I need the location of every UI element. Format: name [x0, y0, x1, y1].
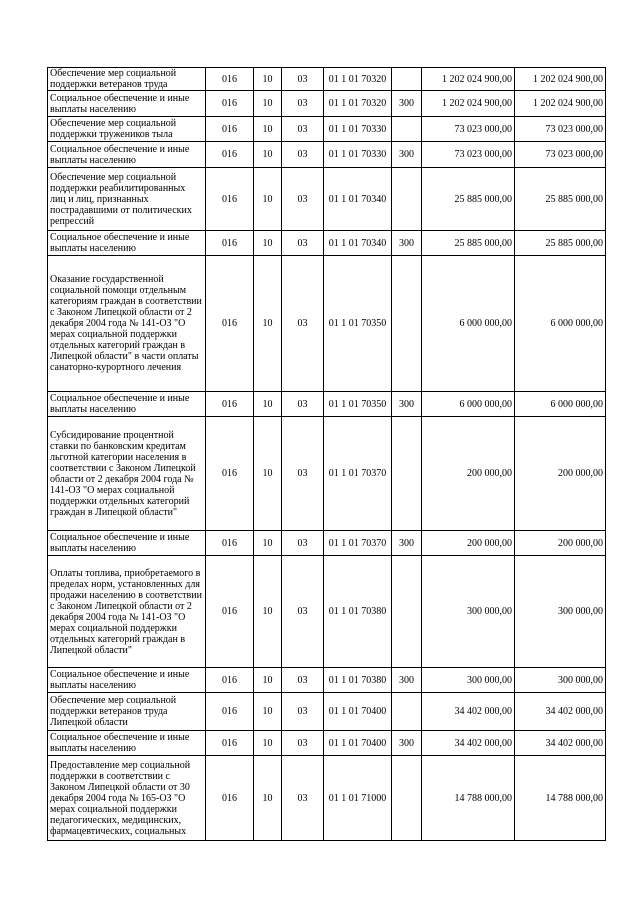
- cell-amount-1: 200 000,00: [422, 531, 515, 556]
- cell-expense-type: 300: [392, 231, 422, 256]
- table-row: [48, 731, 606, 756]
- cell-section: 10: [254, 556, 282, 668]
- cell-target: 01 1 01 70330: [324, 117, 392, 142]
- cell-name: Социальное обеспечение и иные выплаты населению: [48, 668, 206, 693]
- cell-target: 01 1 01 70370: [324, 417, 392, 531]
- cell-name: Социальное обеспечение и иные выплаты населению: [48, 231, 206, 256]
- table-body: [48, 68, 606, 841]
- cell-target: 01 1 01 70330: [324, 142, 392, 168]
- cell-subsection: 03: [282, 756, 324, 841]
- cell-ministry: 016: [206, 556, 254, 668]
- cell-expense-type: [392, 168, 422, 231]
- cell-amount-1: 73 023 000,00: [422, 142, 515, 168]
- cell-name: Обеспечение мер социальной поддержки ветеранов труда Липецкой области: [48, 693, 206, 731]
- cell-expense-type: [392, 756, 422, 841]
- table-row: [48, 68, 606, 91]
- cell-expense-type: 300: [392, 91, 422, 117]
- cell-amount-2: 25 885 000,00: [515, 231, 606, 256]
- cell-amount-2: 6 000 000,00: [515, 256, 606, 392]
- cell-amount-1: 73 023 000,00: [422, 117, 515, 142]
- cell-section: 10: [254, 531, 282, 556]
- cell-ministry: 016: [206, 68, 254, 91]
- cell-expense-type: 300: [392, 668, 422, 693]
- cell-ministry: 016: [206, 117, 254, 142]
- cell-amount-1: 25 885 000,00: [422, 168, 515, 231]
- table-row: [48, 231, 606, 256]
- cell-ministry: 016: [206, 392, 254, 417]
- cell-section: 10: [254, 392, 282, 417]
- cell-section: 10: [254, 693, 282, 731]
- cell-target: 01 1 01 70370: [324, 531, 392, 556]
- cell-target: 01 1 01 70350: [324, 392, 392, 417]
- cell-target: 01 1 01 70380: [324, 556, 392, 668]
- cell-amount-2: 200 000,00: [515, 531, 606, 556]
- cell-name: Субсидирование процентной ставки по банковским кредитам льготной категории населения в соответствии с Законом Липецкой области от 2 декабря 2004 года № 141-ОЗ "О мерах социальной поддержки отдельных категорий граждан в Липецкой области": [48, 417, 206, 531]
- table-row: [48, 91, 606, 117]
- cell-ministry: 016: [206, 756, 254, 841]
- cell-ministry: 016: [206, 231, 254, 256]
- cell-name: Социальное обеспечение и иные выплаты населению: [48, 142, 206, 168]
- cell-amount-2: 1 202 024 900,00: [515, 68, 606, 91]
- cell-target: 01 1 01 70320: [324, 91, 392, 117]
- cell-subsection: 03: [282, 231, 324, 256]
- table-row: [48, 168, 606, 231]
- cell-amount-2: 73 023 000,00: [515, 117, 606, 142]
- cell-ministry: 016: [206, 731, 254, 756]
- cell-section: 10: [254, 417, 282, 531]
- cell-target: 01 1 01 70400: [324, 693, 392, 731]
- cell-target: 01 1 01 70340: [324, 168, 392, 231]
- cell-amount-1: 14 788 000,00: [422, 756, 515, 841]
- cell-target: 01 1 01 70350: [324, 256, 392, 392]
- cell-section: 10: [254, 168, 282, 231]
- cell-subsection: 03: [282, 68, 324, 91]
- cell-amount-2: 300 000,00: [515, 668, 606, 693]
- cell-amount-2: 200 000,00: [515, 417, 606, 531]
- cell-subsection: 03: [282, 531, 324, 556]
- cell-subsection: 03: [282, 256, 324, 392]
- cell-target: 01 1 01 70340: [324, 231, 392, 256]
- table-row: [48, 117, 606, 142]
- cell-expense-type: [392, 68, 422, 91]
- cell-expense-type: [392, 556, 422, 668]
- cell-expense-type: 300: [392, 392, 422, 417]
- cell-amount-1: 6 000 000,00: [422, 392, 515, 417]
- cell-amount-2: 14 788 000,00: [515, 756, 606, 841]
- table-row: [48, 392, 606, 417]
- cell-section: 10: [254, 731, 282, 756]
- cell-subsection: 03: [282, 117, 324, 142]
- cell-section: 10: [254, 231, 282, 256]
- cell-amount-1: 1 202 024 900,00: [422, 91, 515, 117]
- cell-amount-2: 6 000 000,00: [515, 392, 606, 417]
- table-row: [48, 556, 606, 668]
- table-row: [48, 256, 606, 392]
- cell-ministry: 016: [206, 91, 254, 117]
- cell-name: Оплаты топлива, приобретаемого в пределах норм, установленных для продажи населению в соответствии с Законом Липецкой области от 2 декабря 2004 года № 141-ОЗ "О мерах социальной поддержки отдельных категорий граждан в Липецкой области": [48, 556, 206, 668]
- cell-section: 10: [254, 256, 282, 392]
- cell-amount-1: 34 402 000,00: [422, 731, 515, 756]
- cell-ministry: 016: [206, 693, 254, 731]
- cell-section: 10: [254, 756, 282, 841]
- cell-name: Социальное обеспечение и иные выплаты населению: [48, 392, 206, 417]
- cell-section: 10: [254, 142, 282, 168]
- cell-section: 10: [254, 117, 282, 142]
- cell-section: 10: [254, 668, 282, 693]
- cell-amount-2: 73 023 000,00: [515, 142, 606, 168]
- cell-expense-type: [392, 417, 422, 531]
- cell-name: Предоставление мер социальной поддержки в соответствии с Законом Липецкой области от 30 декабря 2004 года № 165-ОЗ "О мерах социальной поддержки педагогических, медицинских, фармацевтических, социальных: [48, 756, 206, 841]
- cell-subsection: 03: [282, 731, 324, 756]
- cell-subsection: 03: [282, 392, 324, 417]
- cell-amount-1: 300 000,00: [422, 556, 515, 668]
- cell-name: Социальное обеспечение и иные выплаты населению: [48, 91, 206, 117]
- cell-section: 10: [254, 91, 282, 117]
- cell-amount-2: 34 402 000,00: [515, 731, 606, 756]
- cell-target: 01 1 01 70400: [324, 731, 392, 756]
- cell-expense-type: [392, 693, 422, 731]
- cell-amount-1: 300 000,00: [422, 668, 515, 693]
- cell-name: Оказание государственной социальной помощи отдельным категориям граждан в соответствии с Законом Липецкой области от 2 декабря 2004 года № 141-ОЗ "О мерах социальной поддержки отдельных категорий граждан в Липецкой области" в части оплаты санаторно-курортного лечения: [48, 256, 206, 392]
- cell-amount-1: 200 000,00: [422, 417, 515, 531]
- cell-ministry: 016: [206, 256, 254, 392]
- cell-subsection: 03: [282, 668, 324, 693]
- cell-name: Социальное обеспечение и иные выплаты населению: [48, 731, 206, 756]
- budget-table: [47, 67, 606, 841]
- cell-ministry: 016: [206, 142, 254, 168]
- cell-subsection: 03: [282, 142, 324, 168]
- cell-ministry: 016: [206, 668, 254, 693]
- cell-amount-1: 25 885 000,00: [422, 231, 515, 256]
- cell-amount-1: 1 202 024 900,00: [422, 68, 515, 91]
- cell-ministry: 016: [206, 417, 254, 531]
- cell-expense-type: 300: [392, 531, 422, 556]
- table-row: [48, 668, 606, 693]
- cell-name: Обеспечение мер социальной поддержки тружеников тыла: [48, 117, 206, 142]
- cell-expense-type: 300: [392, 142, 422, 168]
- table-row: [48, 756, 606, 841]
- cell-target: 01 1 01 70320: [324, 68, 392, 91]
- table-row: [48, 417, 606, 531]
- cell-amount-1: 34 402 000,00: [422, 693, 515, 731]
- cell-subsection: 03: [282, 556, 324, 668]
- cell-subsection: 03: [282, 168, 324, 231]
- cell-name: Социальное обеспечение и иные выплаты населению: [48, 531, 206, 556]
- table-row: [48, 142, 606, 168]
- cell-expense-type: [392, 117, 422, 142]
- cell-amount-1: 6 000 000,00: [422, 256, 515, 392]
- cell-amount-2: 1 202 024 900,00: [515, 91, 606, 117]
- cell-amount-2: 300 000,00: [515, 556, 606, 668]
- table-row: [48, 693, 606, 731]
- cell-section: 10: [254, 68, 282, 91]
- cell-amount-2: 34 402 000,00: [515, 693, 606, 731]
- cell-subsection: 03: [282, 91, 324, 117]
- cell-target: 01 1 01 71000: [324, 756, 392, 841]
- cell-ministry: 016: [206, 531, 254, 556]
- cell-subsection: 03: [282, 417, 324, 531]
- table-row: [48, 531, 606, 556]
- cell-name: Обеспечение мер социальной поддержки реабилитированных лиц и лиц, признанных пострадавшими от политических репрессий: [48, 168, 206, 231]
- cell-expense-type: 300: [392, 731, 422, 756]
- cell-ministry: 016: [206, 168, 254, 231]
- cell-target: 01 1 01 70380: [324, 668, 392, 693]
- cell-expense-type: [392, 256, 422, 392]
- cell-name: Обеспечение мер социальной поддержки ветеранов труда: [48, 68, 206, 91]
- cell-subsection: 03: [282, 693, 324, 731]
- cell-amount-2: 25 885 000,00: [515, 168, 606, 231]
